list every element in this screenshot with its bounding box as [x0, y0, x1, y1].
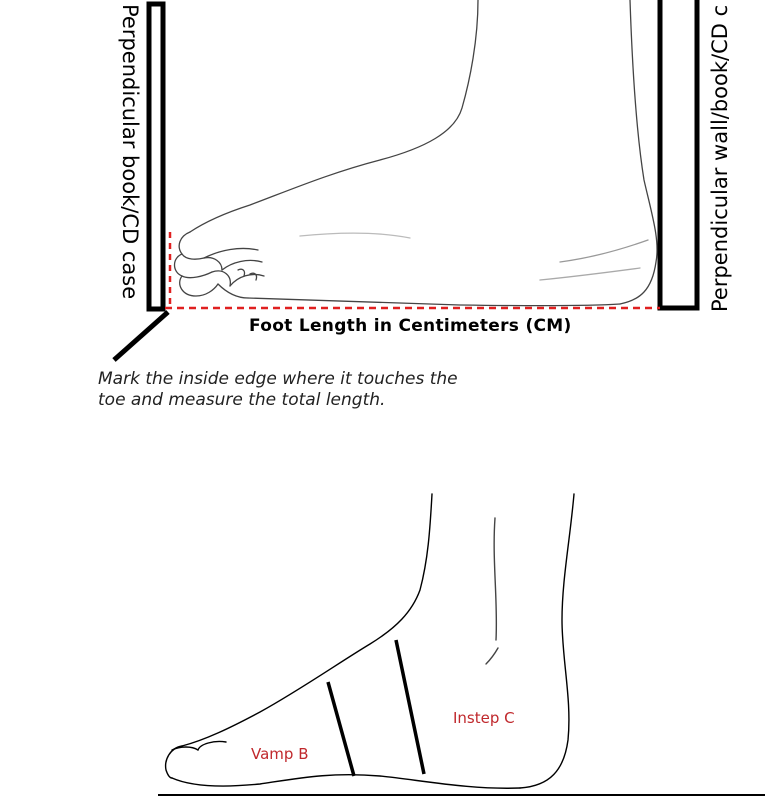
- left-book-label: Perpendicular book/CD case: [118, 4, 142, 300]
- instruction-line-1: Mark the inside edge where it touches the: [98, 369, 458, 389]
- right-wall-label: Perpendicular wall/book/CD c: [708, 4, 732, 312]
- instruction-line-2: toe and measure the total length.: [98, 390, 386, 410]
- foot-length-caption: Foot Length in Centimeters (CM): [249, 316, 572, 336]
- instep-measure-line: [396, 640, 424, 774]
- vamp-b-label: Vamp B: [251, 745, 309, 763]
- vamp-measure-line: [328, 682, 354, 776]
- instep-c-label: Instep C: [453, 709, 515, 727]
- foot-outline-sketch: [166, 494, 574, 788]
